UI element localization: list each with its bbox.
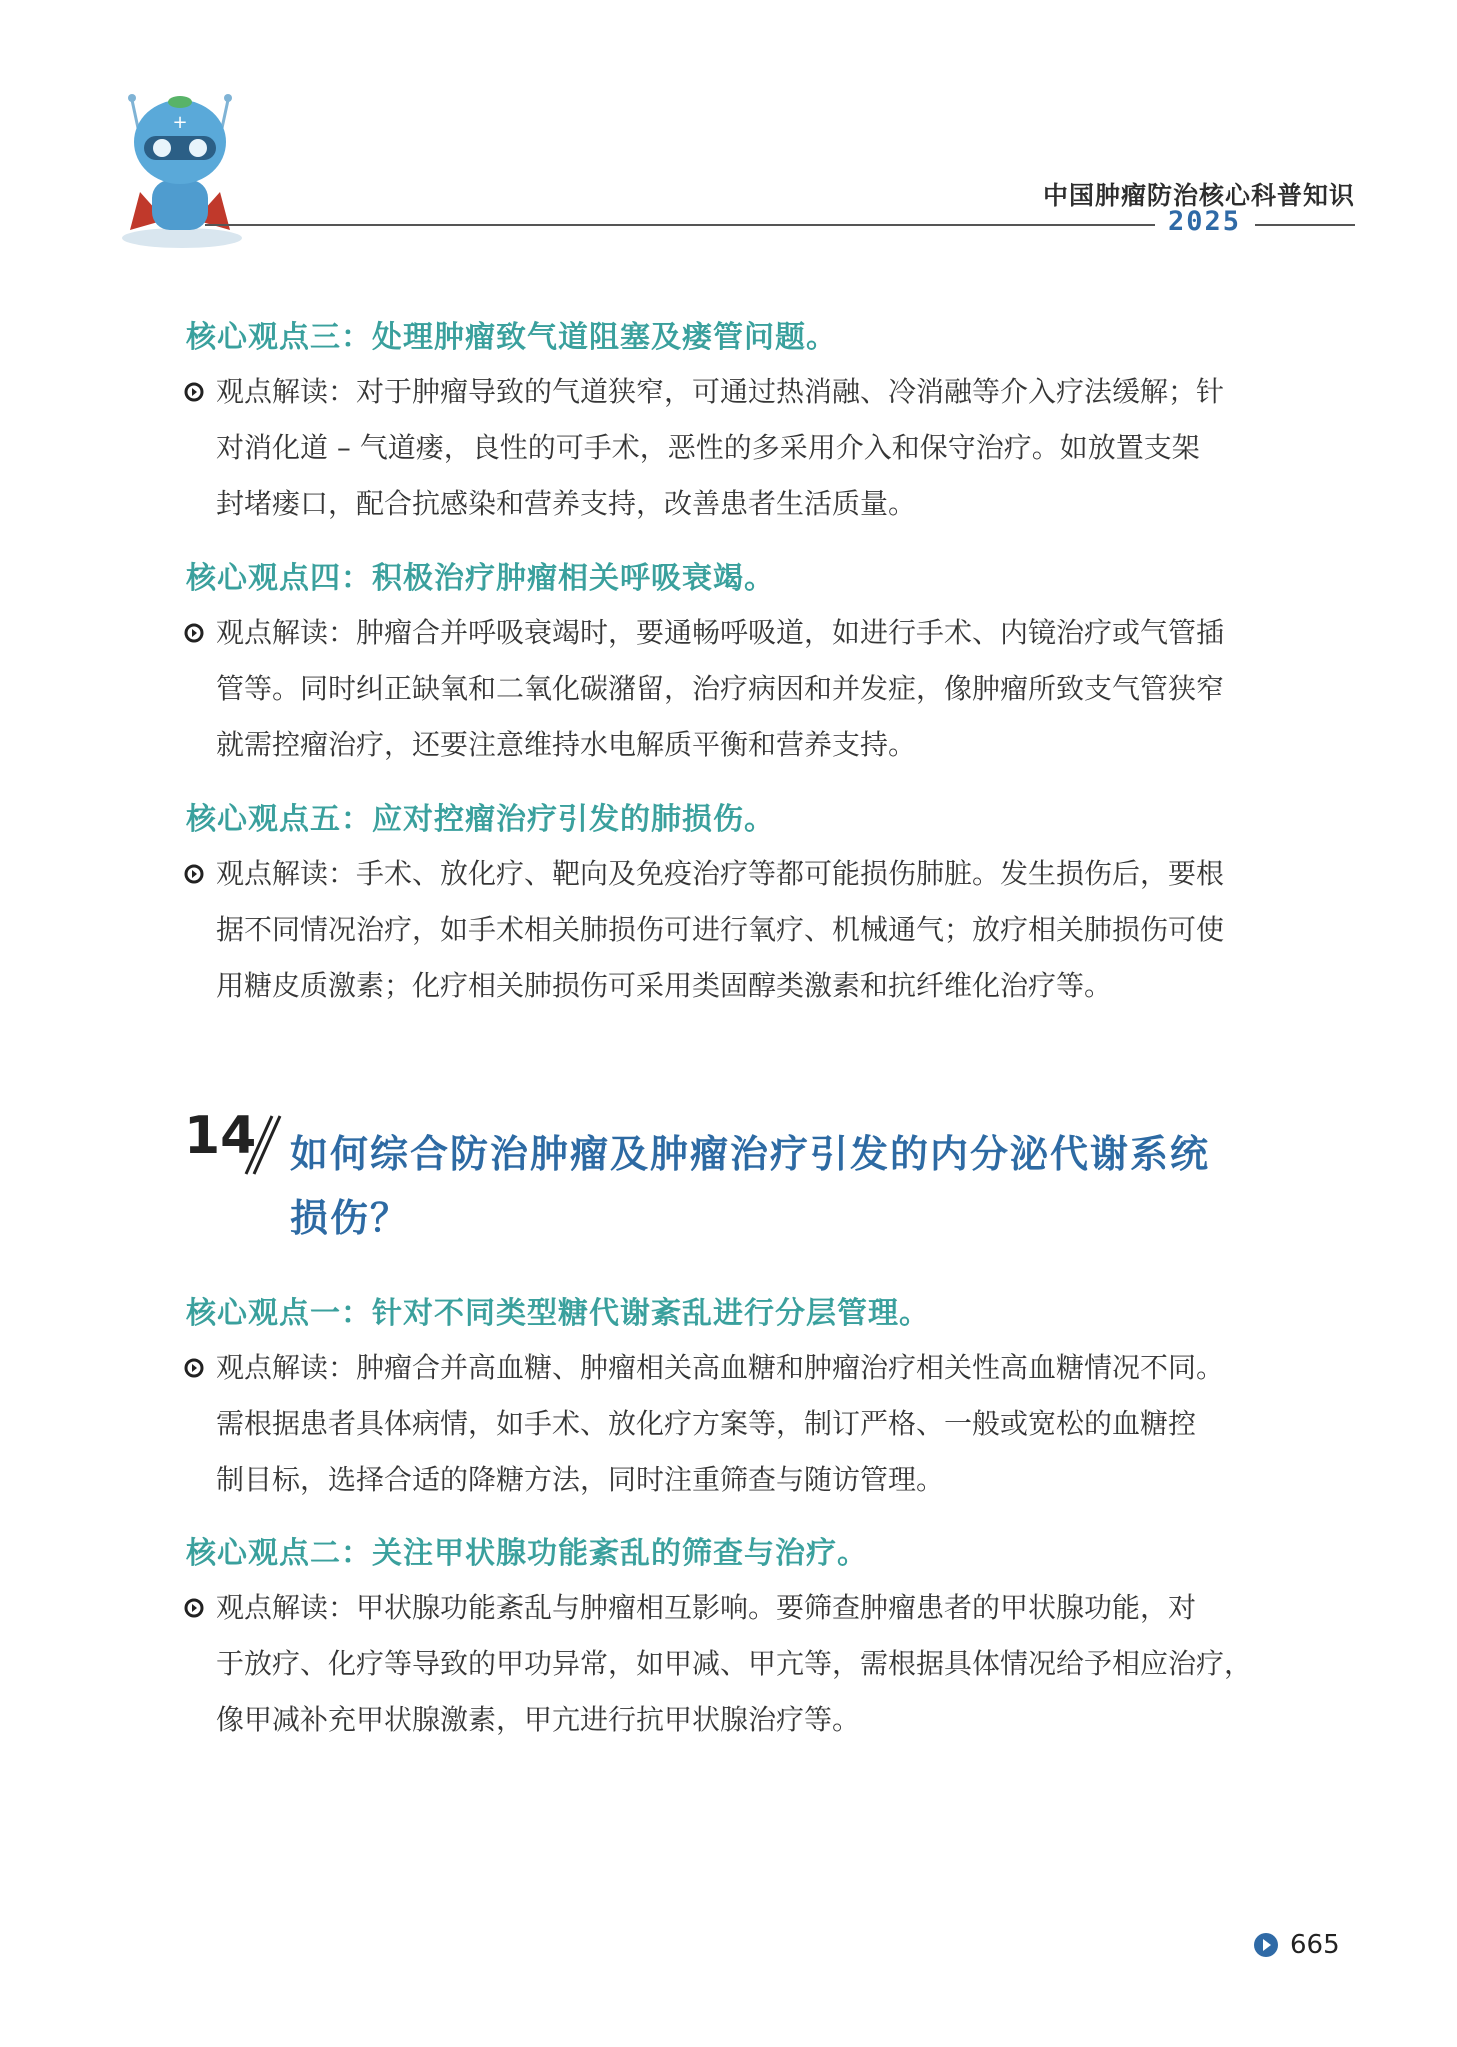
paragraph-line: 据不同情况治疗，如手术相关肺损伤可进行氧疗、机械通气；放疗相关肺损伤可使 [216,913,1225,946]
bullet-icon [184,864,204,884]
paragraph-line: 观点解读：肿瘤合并高血糖、肿瘤相关高血糖和肿瘤治疗相关性高血糖情况不同。 [216,1351,1225,1384]
point-heading: 核心观点一：针对不同类型糖代谢紊乱进行分层管理。 [186,1296,930,1331]
paragraph-line: 管等。同时纠正缺氧和二氧化碳潴留，治疗病因和并发症，像肿瘤所致支气管狭窄 [216,672,1225,705]
page-number: 665 [1290,1930,1340,1960]
section-title [290,1122,1210,1250]
paragraph-line: 封堵瘘口，配合抗感染和营养支持，改善患者生活质量。 [216,487,917,520]
point-explanation [216,1580,1336,1748]
bullet-icon [184,1598,204,1618]
paragraph-line: 观点解读：甲状腺功能紊乱与肿瘤相互影响。要筛查肿瘤患者的甲状腺功能，对 [216,1591,1197,1624]
section-title-line: 损伤？ [290,1196,411,1240]
section-number: 14 [184,1106,257,1166]
paragraph-line: 用糖皮质激素；化疗相关肺损伤可采用类固醇类激素和抗纤维化治疗等。 [216,969,1113,1002]
bullet-icon [184,623,204,643]
paragraph-line: 对消化道 – 气道瘘，良性的可手术，恶性的多采用介入和保守治疗。如放置支架 [216,431,1200,464]
point-explanation [216,1340,1336,1508]
paragraph-line: 观点解读：对于肿瘤导致的气道狭窄，可通过热消融、冷消融等介入疗法缓解；针 [216,375,1225,408]
bullet-icon [184,1358,204,1378]
header-year: 2025 [1168,206,1242,237]
paragraph-line: 需根据患者具体病情，如手术、放化疗方案等，制订严格、一般或宽松的血糖控 [216,1407,1197,1440]
bullet-icon [184,382,204,402]
point-heading: 核心观点四：积极治疗肿瘤相关呼吸衰竭。 [186,561,775,596]
paragraph-line: 观点解读：手术、放化疗、靶向及免疫治疗等都可能损伤肺脏。发生损伤后，要根 [216,857,1225,890]
section-title-line: 如何综合防治肿瘤及肿瘤治疗引发的内分泌代谢系统 [290,1132,1211,1176]
point-explanation [216,364,1336,532]
play-circle-icon [1253,1932,1279,1958]
point-heading: 核心观点二：关注甲状腺功能紊乱的筛查与治疗。 [186,1536,868,1571]
header-divider [205,224,1155,226]
double-slash-icon [242,1110,282,1180]
paragraph-line: 观点解读：肿瘤合并呼吸衰竭时，要通畅呼吸道，如进行手术、内镜治疗或气管插 [216,616,1225,649]
paragraph-line: 像甲减补充甲状腺激素，甲亢进行抗甲状腺治疗等。 [216,1703,861,1736]
svg-text:+: + [172,112,188,133]
point-explanation [216,846,1336,1014]
book-title: 中国肿瘤防治核心科普知识 [1042,181,1355,210]
paragraph-line: 就需控瘤治疗，还要注意维持水电解质平衡和营养支持。 [216,728,917,761]
paragraph-line: 制目标，选择合适的降糖方法，同时注重筛查与随访管理。 [216,1463,945,1496]
point-heading: 核心观点三：处理肿瘤致气道阻塞及瘘管问题。 [186,320,837,355]
point-explanation [216,605,1336,773]
point-heading: 核心观点五：应对控瘤治疗引发的肺损伤。 [186,802,775,837]
header-divider-right [1255,224,1355,226]
paragraph-line: 于放疗、化疗等导致的甲功异常，如甲减、甲亢等，需根据具体情况给予相应治疗， [216,1647,1253,1680]
